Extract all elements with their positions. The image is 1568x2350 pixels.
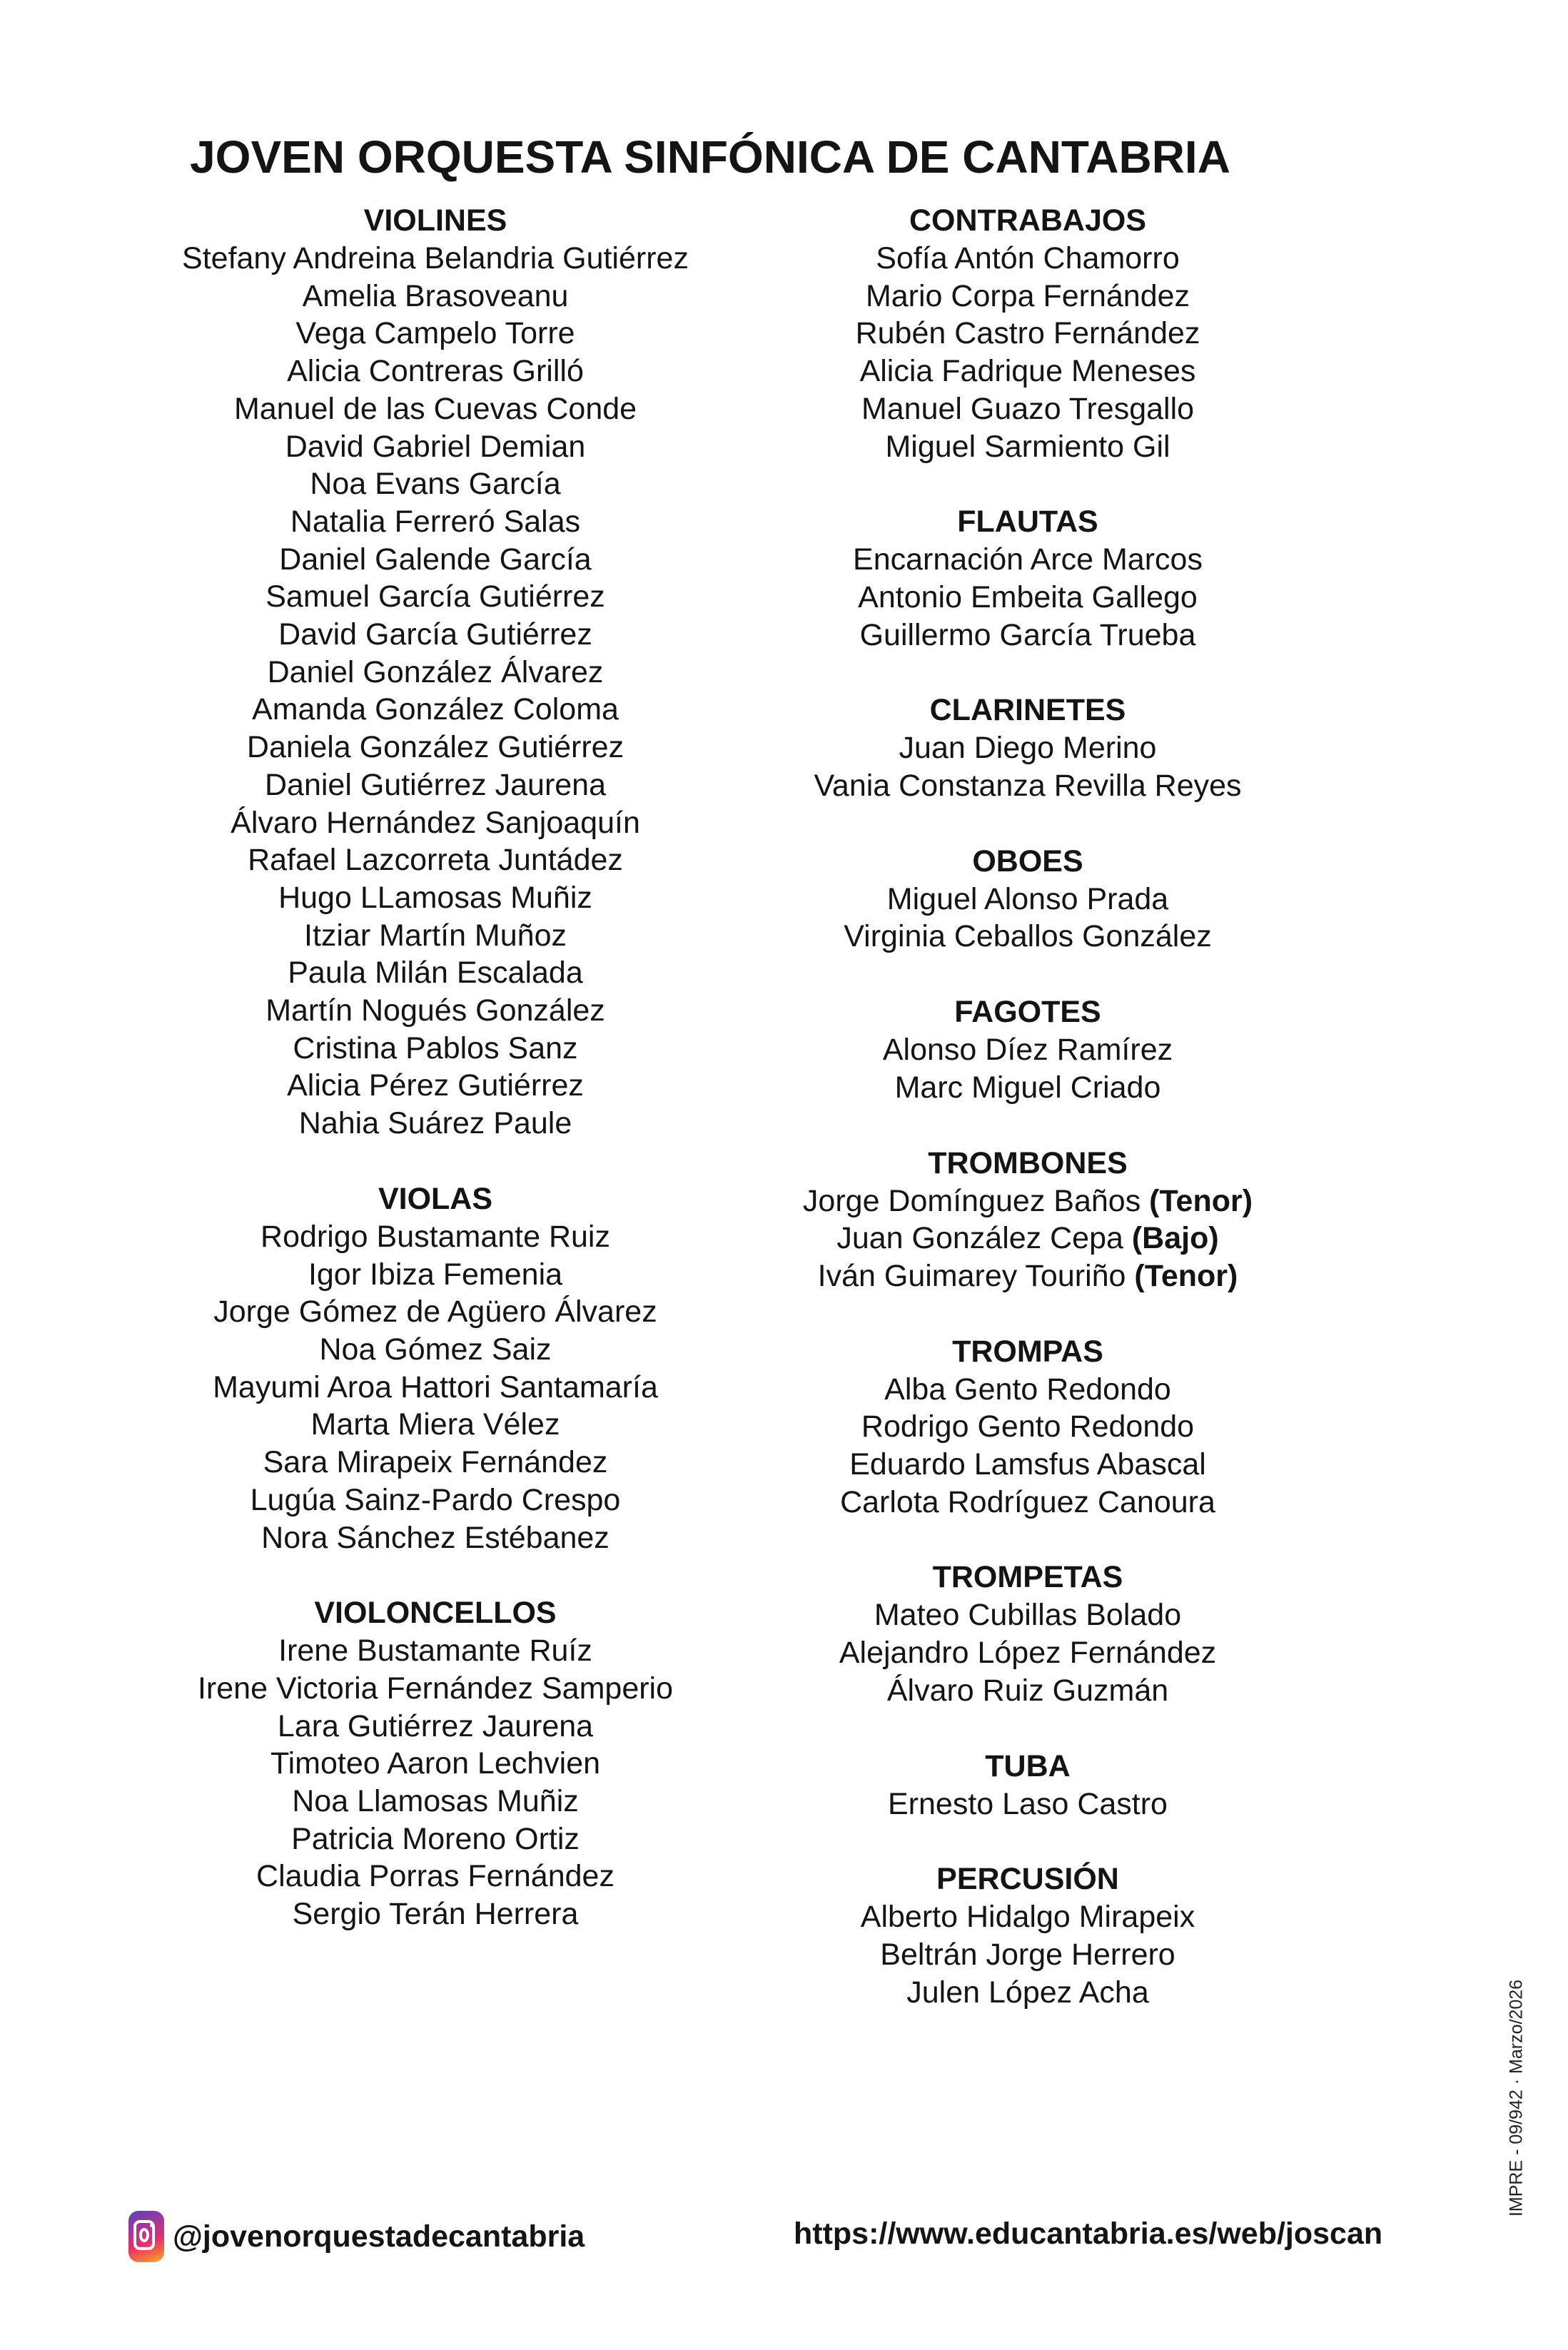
member-name: Rafael Lazcorreta Juntádez: [248, 843, 623, 878]
member-name: Lugúa Sainz-Pardo Crespo: [250, 1482, 621, 1517]
member-name: Julen López Acha: [906, 1975, 1149, 2010]
print-reference-text: IMPRE - 09/942 · Marzo/2026: [1506, 1979, 1527, 2217]
member-name: Carlota Rodríguez Canoura: [840, 1484, 1215, 1519]
section-heading: OBOES: [972, 844, 1083, 878]
section-tuba: [742, 1748, 1313, 1823]
member-name: Irene Victoria Fernández Samperio: [197, 1671, 674, 1706]
member-name: Cristina Pablos Sanz: [293, 1030, 578, 1065]
member-name: Sofía Antón Chamorro: [876, 241, 1180, 275]
member-name: Daniel González Álvarez: [267, 654, 604, 689]
section-heading: VIOLONCELLOS: [314, 1596, 557, 1631]
member-name: Miguel Sarmiento Gil: [885, 429, 1170, 464]
member-name: Alicia Pérez Gutiérrez: [287, 1068, 584, 1103]
member-name: Rubén Castro Fernández: [855, 316, 1200, 351]
member-name: [742, 1257, 1313, 1295]
member-name: Alonso Díez Ramírez: [882, 1033, 1173, 1068]
section-fagotes: [742, 993, 1313, 1106]
member-name: Alba Gento Redondo: [884, 1372, 1171, 1407]
member-name: Virginia Ceballos González: [844, 919, 1212, 954]
member-name: Hugo LLamosas Muñiz: [278, 880, 592, 915]
section-flautas: [742, 503, 1313, 654]
member-name: Vania Constanza Revilla Reyes: [814, 769, 1242, 804]
section-heading: CLARINETES: [929, 693, 1126, 728]
member-name: Claudia Porras Fernández: [256, 1859, 614, 1894]
member-name-text: Iván Guimarey Touriño: [817, 1258, 1126, 1293]
section-trompas: [742, 1333, 1313, 1521]
page-title: JOVEN ORQUESTA SINFÓNICA DE CANTABRIA: [190, 131, 1230, 183]
member-name: Alejandro López Fernández: [839, 1636, 1217, 1671]
member-name: David García Gutiérrez: [278, 617, 592, 652]
section-heading: FAGOTES: [954, 995, 1101, 1030]
member-name: Patricia Moreno Ortiz: [291, 1821, 580, 1856]
member-name: Manuel Guazo Tresgallo: [861, 391, 1195, 426]
member-name: Alicia Fadrique Meneses: [859, 354, 1196, 389]
member-name: Antonio Embeita Gallego: [858, 579, 1198, 614]
member-name: Itziar Martín Muñoz: [304, 918, 567, 953]
member-name: Amelia Brasoveanu: [302, 278, 569, 313]
section-clarinetes: [742, 692, 1313, 804]
right-column: [742, 202, 1313, 2049]
section-heading: PERCUSIÓN: [936, 1862, 1119, 1897]
member-name: Mateo Cubillas Bolado: [874, 1598, 1182, 1633]
member-name-text: Juan González Cepa: [836, 1221, 1123, 1256]
member-name: Vega Campelo Torre: [295, 316, 575, 351]
member-name: [742, 1182, 1313, 1220]
member-name: Ernesto Laso Castro: [888, 1786, 1168, 1821]
member-name: Daniel Gutiérrez Jaurena: [264, 767, 607, 802]
instagram-icon[interactable]: [128, 2211, 164, 2262]
section-trombones: [742, 1145, 1313, 1295]
member-name-text: Jorge Domínguez Baños: [802, 1183, 1141, 1218]
member-name: Lara Gutiérrez Jaurena: [277, 1708, 594, 1743]
member-name: Noa Evans García: [310, 467, 561, 502]
section-heading: TROMPAS: [952, 1334, 1103, 1369]
member-name: Sara Mirapeix Fernández: [263, 1445, 608, 1480]
section-heading: VIOLINES: [363, 203, 507, 238]
member-name: Timoteo Aaron Lechvien: [270, 1746, 601, 1781]
member-name: Noa Llamosas Muñiz: [292, 1784, 579, 1819]
member-role: (Tenor): [1134, 1258, 1238, 1293]
member-name: Álvaro Ruiz Guzmán: [886, 1673, 1169, 1708]
member-name: Irene Bustamante Ruíz: [278, 1634, 592, 1668]
member-name: Daniela González Gutiérrez: [246, 730, 624, 765]
member-name: [742, 1220, 1313, 1257]
member-name: Nora Sánchez Estébanez: [261, 1520, 610, 1555]
member-name: Martín Nogués González: [265, 993, 605, 1028]
member-name: Stefany Andreina Belandria Gutiérrez: [182, 241, 689, 275]
section-oboes: [742, 843, 1313, 956]
section-trompetas: [742, 1559, 1313, 1709]
section-violines: [150, 202, 721, 1143]
member-name: Juan Diego Merino: [899, 731, 1157, 766]
member-name: Rodrigo Bustamante Ruiz: [261, 1219, 610, 1254]
member-name: Beltrán Jorge Herrero: [880, 1937, 1175, 1972]
member-name: Sergio Terán Herrera: [292, 1897, 579, 1932]
member-name: Noa Gómez Saiz: [319, 1332, 552, 1367]
left-column: [150, 202, 721, 1971]
member-name: Nahia Suárez Paule: [298, 1106, 572, 1141]
member-name: Mario Corpa Fernández: [865, 278, 1190, 313]
section-heading: CONTRABAJOS: [909, 203, 1147, 238]
member-name: Guillermo García Trueba: [859, 617, 1196, 652]
member-name: Alberto Hidalgo Mirapeix: [860, 1900, 1195, 1935]
section-violas: [150, 1180, 721, 1556]
section-violoncellos: [150, 1594, 721, 1933]
section-heading: FLAUTAS: [957, 505, 1098, 540]
section-percusion: [742, 1860, 1313, 2011]
member-name: Manuel de las Cuevas Conde: [233, 391, 637, 426]
member-name: Marc Miguel Criado: [894, 1070, 1161, 1105]
section-heading: TROMPETAS: [932, 1560, 1123, 1595]
member-name: Alicia Contreras Grilló: [287, 354, 584, 389]
member-name: Samuel García Gutiérrez: [265, 579, 605, 614]
member-name: Paula Milán Escalada: [288, 956, 583, 991]
member-name: Jorge Gómez de Agüero Álvarez: [213, 1295, 657, 1330]
member-name: Eduardo Lamsfus Abascal: [849, 1447, 1206, 1482]
instagram-handle-link[interactable]: @jovenorquestadecantabria: [173, 2219, 585, 2254]
website-link[interactable]: https://www.educantabria.es/web/joscan: [794, 2217, 1383, 2251]
member-name: Rodrigo Gento Redondo: [861, 1409, 1195, 1444]
footer-social: [128, 2211, 585, 2262]
member-name: David Gabriel Demian: [285, 429, 586, 464]
member-name: Daniel Galende García: [279, 542, 592, 577]
section-heading: VIOLAS: [378, 1181, 493, 1216]
member-name: Mayumi Aroa Hattori Santamaría: [213, 1369, 658, 1404]
section-contrabajos: [742, 202, 1313, 465]
member-name: Álvaro Hernández Sanjoaquín: [231, 805, 640, 840]
print-reference: [1502, 1955, 1531, 2241]
member-name: Miguel Alonso Prada: [886, 881, 1169, 916]
member-name: Marta Miera Vélez: [310, 1407, 560, 1442]
member-name: Natalia Ferreró Salas: [290, 504, 581, 539]
member-role: (Tenor): [1149, 1183, 1253, 1218]
section-heading: TROMBONES: [928, 1145, 1128, 1180]
member-role: (Bajo): [1131, 1221, 1219, 1256]
member-name: Igor Ibiza Femenia: [308, 1257, 563, 1292]
member-name: Amanda González Coloma: [252, 692, 619, 727]
member-name: Encarnación Arce Marcos: [853, 542, 1203, 577]
section-heading: TUBA: [985, 1748, 1071, 1783]
